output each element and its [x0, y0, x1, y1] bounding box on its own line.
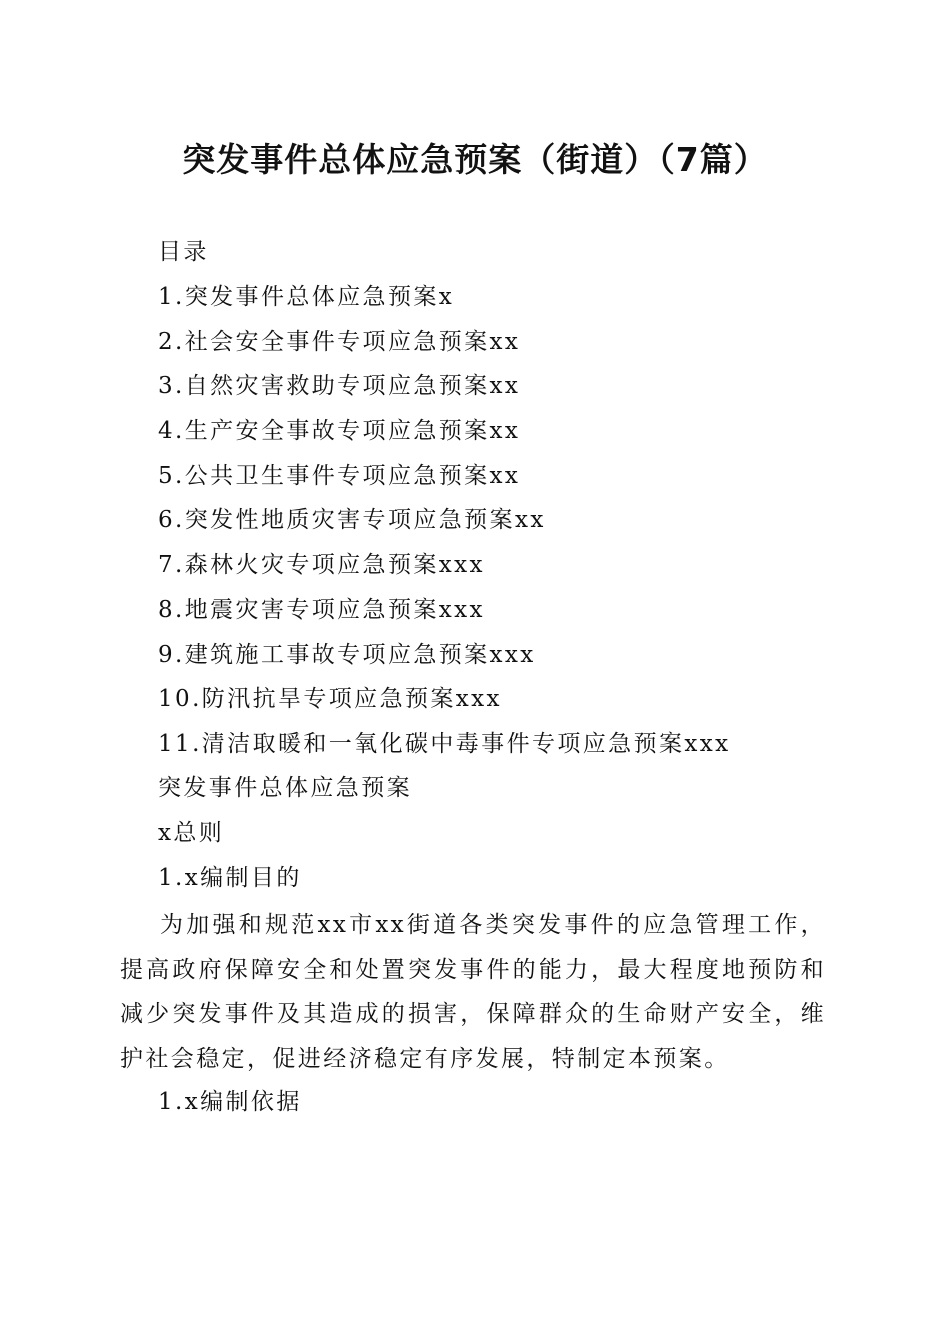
chapter-heading: x总则 — [158, 820, 225, 846]
sub-heading: 1.x编制依据 — [158, 1089, 302, 1115]
toc-item: 6.突发性地质灾害专项应急预案xx — [158, 507, 546, 533]
toc-item: 11.清洁取暖和一氧化碳中毒事件专项应急预案xxx — [158, 731, 731, 757]
toc-item: 5.公共卫生事件专项应急预案xx — [158, 463, 521, 489]
toc-item: 3.自然灾害救助专项应急预案xx — [158, 373, 521, 399]
toc-item: 4.生产安全事故专项应急预案xx — [158, 418, 521, 444]
sub-heading: 1.x编制目的 — [158, 865, 302, 891]
toc-item: 8.地震灾害专项应急预案xxx — [158, 597, 485, 623]
toc-item: 9.建筑施工事故专项应急预案xxx — [158, 642, 536, 668]
body-paragraph: 为加强和规范xx市xx街道各类突发事件的应急管理工作，提高政府保障安全和处置突发事件的能力，最大程度地预防和减少突发事件及其造成的损害，保障群众的生命财产安全，维护社会稳定，促进经济稳定有序发展，特制定本预案。 — [120, 912, 826, 1072]
toc-item: 2.社会安全事件专项应急预案xx — [158, 329, 521, 355]
toc-heading: 目录 — [158, 239, 209, 265]
document-title: 突发事件总体应急预案（街道）（7篇） — [182, 140, 768, 179]
toc-item: 7.森林火灾专项应急预案xxx — [158, 552, 485, 578]
toc-item: 10.防汛抗旱专项应急预案xxx — [158, 686, 502, 712]
toc-item: 1.突发事件总体应急预案x — [158, 284, 455, 310]
section-title: 突发事件总体应急预案 — [158, 775, 412, 801]
